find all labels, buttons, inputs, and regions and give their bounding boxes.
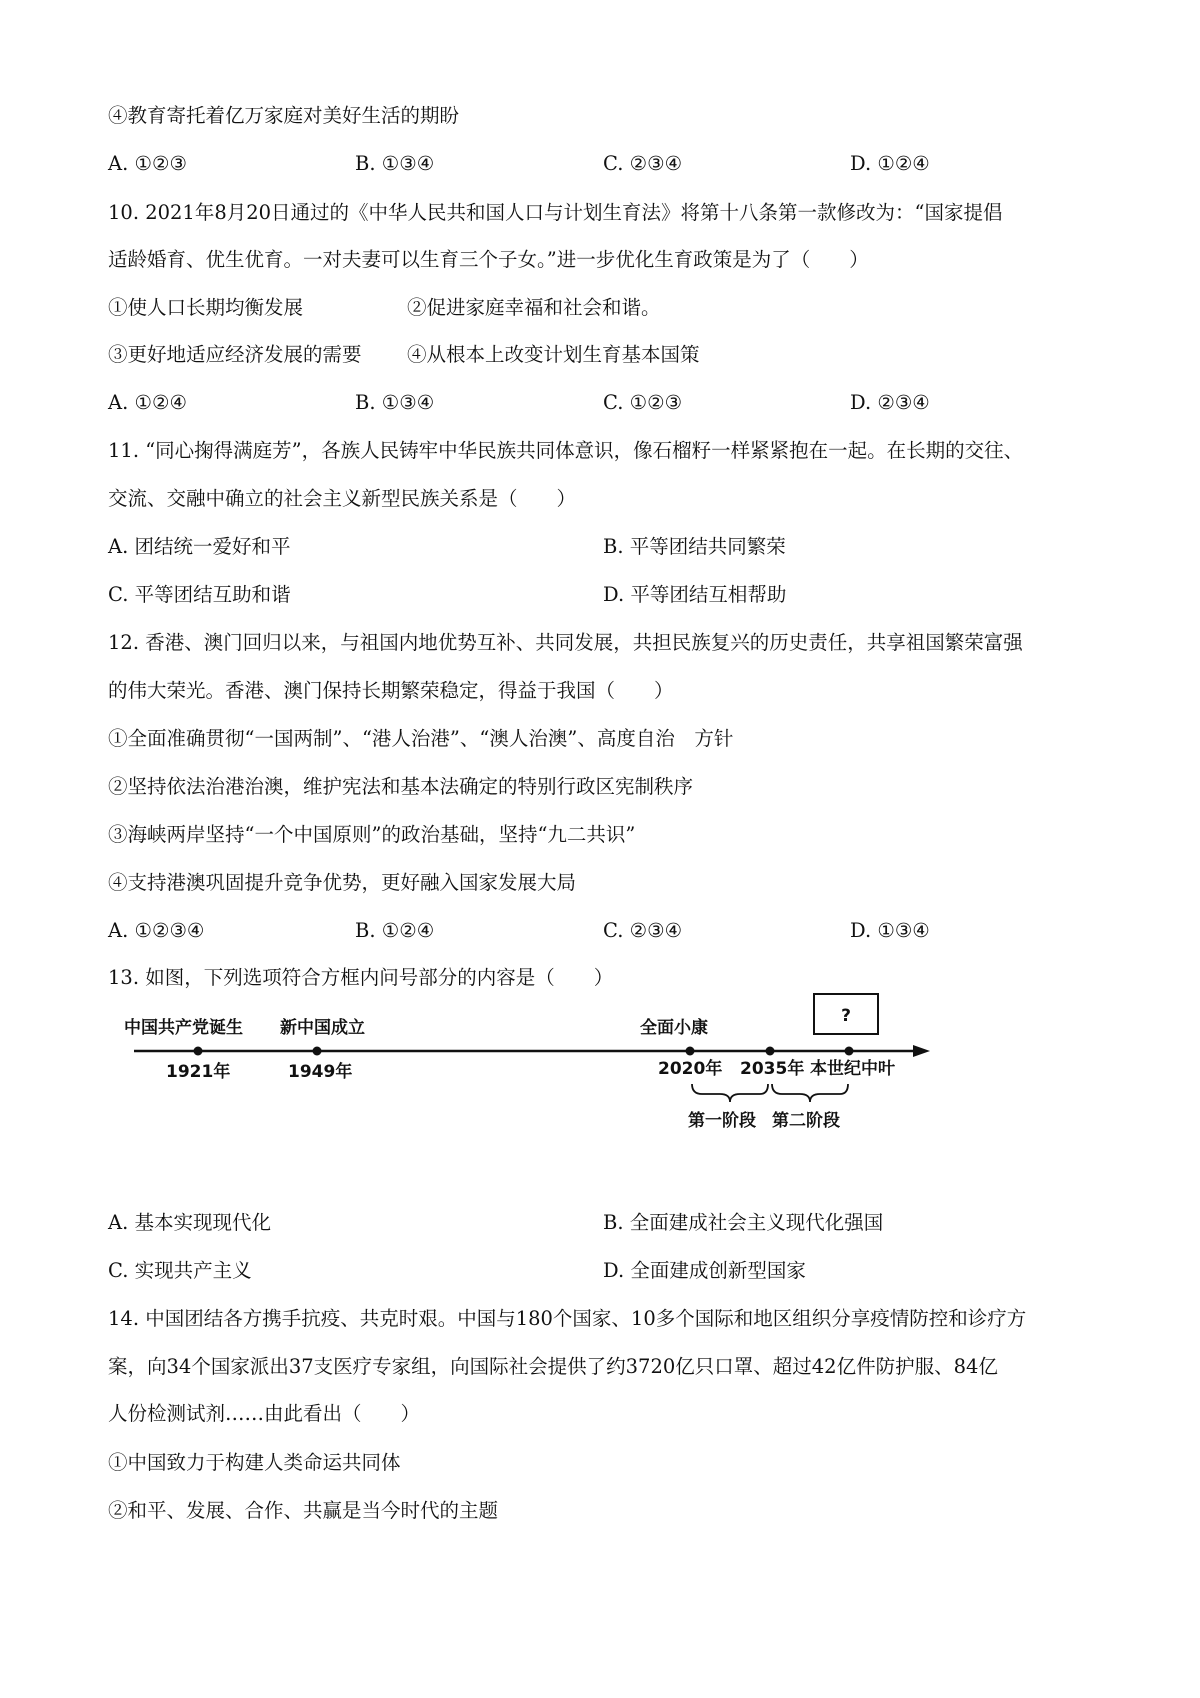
timeline-dot-1949 xyxy=(313,1047,322,1056)
q13-option-a: A. 基本实现现代化 xyxy=(108,1211,271,1234)
q10-option-c: C. ①②③ xyxy=(603,391,683,414)
q9-item-4: ④教育寄托着亿万家庭对美好生活的期盼 xyxy=(108,104,460,127)
q10-stem-line-2: 适龄婚育、优生优育。一对夫妻可以生育三个子女。”进一步优化生育政策是为了（ ） xyxy=(108,248,869,271)
q12-item-3: ③海峡两岸坚持“一个中国原则”的政治基础，坚持“九二共识” xyxy=(108,823,636,846)
q11-option-d: D. 平等团结互相帮助 xyxy=(603,583,787,606)
timeline-year-1949: 1949年 xyxy=(288,1062,353,1082)
q11-option-a: A. 团结统一爱好和平 xyxy=(108,535,291,558)
timeline-dot-2035 xyxy=(766,1047,775,1056)
q9-option-c: C. ②③④ xyxy=(603,152,683,175)
timeline-dot-2020 xyxy=(686,1047,695,1056)
q10-item-3: ③更好地适应经济发展的需要 xyxy=(108,343,362,366)
q10-stem-line-1: 10. 2021年8月20日通过的《中华人民共和国人口与计划生育法》将第十八条第一款修改为：“国家提倡 xyxy=(108,201,1003,224)
q9-option-a: A. ①②③ xyxy=(108,152,187,175)
timeline-year-2020: 2020年 xyxy=(658,1059,723,1079)
q14-stem-line-2: 案，向34个国家派出37支医疗专家组，向国际社会提供了约3720亿只口罩、超过42亿件防护服、84亿 xyxy=(108,1355,998,1378)
q12-option-a: A. ①②③④ xyxy=(108,919,205,942)
q13-stem: 13. 如图，下列选项符合方框内问号部分的内容是（ ） xyxy=(108,966,614,989)
q10-option-d: D. ②③④ xyxy=(850,391,930,414)
q13-option-b: B. 全面建成社会主义现代化强国 xyxy=(603,1211,884,1234)
q9-option-d: D. ①②④ xyxy=(850,152,930,175)
q10-option-a: A. ①②④ xyxy=(108,391,187,414)
q14-item-1: ①中国致力于构建人类命运共同体 xyxy=(108,1451,401,1474)
q14-stem-line-1: 14. 中国团结各方携手抗疫、共克时艰。中国与180个国家、10多个国际和地区组织分享疫情防控和诊疗方 xyxy=(108,1307,1027,1330)
q12-stem-line-1: 12. 香港、澳门回归以来，与祖国内地优势互补、共同发展，共担民族复兴的历史责任，共享祖国繁荣富强 xyxy=(108,631,1023,654)
timeline-year-1921: 1921年 xyxy=(166,1062,231,1082)
q11-stem-line-2: 交流、交融中确立的社会主义新型民族关系是（ ） xyxy=(108,487,577,510)
timeline-label-cpc-founded: 中国共产党诞生 xyxy=(124,1018,243,1038)
q12-stem-line-2: 的伟大荣光。香港、澳门保持长期繁荣稳定，得益于我国（ ） xyxy=(108,679,674,702)
question-mark: ? xyxy=(841,1006,851,1026)
q9-option-b: B. ①③④ xyxy=(355,152,435,175)
timeline-diagram xyxy=(108,980,948,1140)
stage-1-label: 第一阶段 xyxy=(688,1111,756,1131)
q12-option-d: D. ①③④ xyxy=(850,919,930,942)
q13-option-c: C. 实现共产主义 xyxy=(108,1259,252,1282)
q10-option-b: B. ①③④ xyxy=(355,391,435,414)
q11-option-b: B. 平等团结共同繁荣 xyxy=(603,535,786,558)
q12-item-4: ④支持港澳巩固提升竞争优势，更好融入国家发展大局 xyxy=(108,871,577,894)
stage-2-label: 第二阶段 xyxy=(772,1111,840,1131)
q10-item-1: ①使人口长期均衡发展 xyxy=(108,296,304,319)
q13-option-d: D. 全面建成创新型国家 xyxy=(603,1259,806,1282)
q10-item-4: ④从根本上改变计划生育基本国策 xyxy=(407,343,700,366)
timeline-arrow xyxy=(913,1045,930,1057)
q10-item-2: ②促进家庭幸福和社会和谐。 xyxy=(407,296,661,319)
q12-item-1: ①全面准确贯彻“一国两制”、“港人治港”、“澳人治澳”、高度自治 方针 xyxy=(108,727,734,750)
timeline-label-mid-century: 本世纪中叶 xyxy=(810,1059,895,1079)
q12-option-c: C. ②③④ xyxy=(603,919,683,942)
timeline-dot-midcentury xyxy=(845,1047,854,1056)
timeline-label-moderately-prosperous: 全面小康 xyxy=(640,1018,708,1038)
q12-item-2: ②坚持依法治港治澳，维护宪法和基本法确定的特别行政区宪制秩序 xyxy=(108,775,694,798)
timeline-year-2035: 2035年 xyxy=(740,1059,805,1079)
q11-stem-line-1: 11. “同心掬得满庭芳”，各族人民铸牢中华民族共同体意识，像石榴籽一样紧紧抱在一起。在长期的交往、 xyxy=(108,439,1024,462)
q14-stem-line-3: 人份检测试剂……由此看出（ ） xyxy=(108,1402,421,1425)
timeline-dot-1921 xyxy=(194,1047,203,1056)
stage-2-brace xyxy=(772,1084,848,1102)
timeline-label-prc-founded: 新中国成立 xyxy=(280,1018,365,1038)
q11-option-c: C. 平等团结互助和谐 xyxy=(108,583,291,606)
q12-option-b: B. ①②④ xyxy=(355,919,435,942)
stage-1-brace xyxy=(692,1084,768,1102)
q14-item-2: ②和平、发展、合作、共赢是当今时代的主题 xyxy=(108,1499,499,1522)
